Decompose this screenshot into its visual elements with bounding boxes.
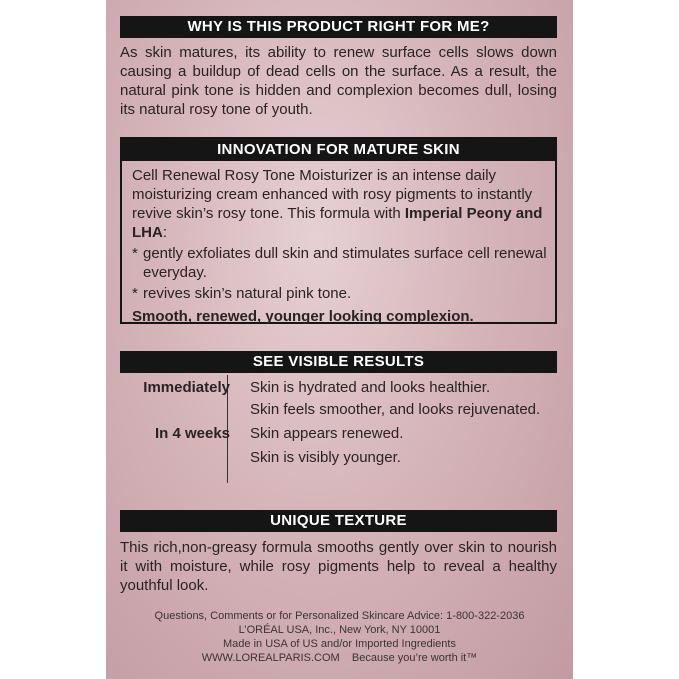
section-heading-why: WHY IS THIS PRODUCT RIGHT FOR ME? — [120, 16, 557, 38]
results-row-label: In 4 weeks — [154, 425, 230, 442]
footer-line-web — [106, 651, 573, 665]
footer-line-company: L’ORÉAL USA, Inc., New York, NY 10001 — [238, 624, 441, 636]
results-table — [120, 375, 557, 467]
footer-line-contact: Questions, Comments or for Personalized Skincare Advice: 1-800-322-2036 — [154, 610, 525, 622]
innovation-box — [120, 137, 557, 324]
results-row-item: Skin is hydrated and looks healthier. — [250, 379, 491, 396]
results-row-4-weeks-2 — [120, 449, 557, 467]
bullet-text: revives skin’s natural pink tone. — [143, 285, 352, 302]
results-row-item: Skin feels smoother, and looks rejuvenated. — [250, 401, 541, 418]
innovation-intro-text: Cell Renewal Rosy Tone Moisturizer is an intense daily moisturizing cream enhanced with rosy pigments to instantly revive skin’s rosy tone. This formula with — [132, 167, 533, 222]
section-heading-innovation: INNOVATION FOR MATURE SKIN — [122, 139, 555, 161]
innovation-content — [132, 166, 547, 326]
results-row-4-weeks — [120, 425, 557, 443]
bullet-mark: * — [132, 245, 138, 262]
innovation-tagline: Smooth, renewed, younger looking complexion. — [132, 308, 474, 325]
product-info-panel — [106, 0, 573, 679]
results-row-immediately — [120, 379, 557, 397]
bullet-exfoliates — [132, 244, 547, 282]
section-heading-texture: UNIQUE TEXTURE — [120, 510, 557, 532]
section-heading-results: SEE VISIBLE RESULTS — [120, 351, 557, 373]
results-row-item: Skin appears renewed. — [250, 425, 404, 442]
results-row-immediately-2 — [120, 401, 557, 419]
footer-slogan: Because you’re worth it™ — [351, 652, 478, 664]
footer-website: WWW.LOREALPARIS.COM — [201, 652, 340, 664]
why-paragraph: As skin matures, its ability to renew surface cells slows down causing a buildup of dead cells on the surface. As a result, the natural pink tone is hidden and complexion becomes dull, losing its natural rosy tone of youth. — [120, 44, 557, 118]
innovation-ingredients: Imperial Peony and LHA — [132, 205, 543, 241]
bullet-mark: * — [132, 285, 138, 302]
innovation-colon: : — [162, 224, 167, 241]
texture-paragraph: This rich,non-greasy formula smooths gently over skin to nourish it with moisture, while rosy pigments help to reveal a healthy youthful look. — [120, 539, 557, 594]
bullet-text: gently exfoliates dull skin and stimulates surface cell renewal everyday. — [143, 245, 547, 281]
results-row-label: Immediately — [143, 379, 230, 396]
innovation-intro — [132, 166, 547, 242]
bullet-revives — [132, 284, 547, 303]
footer-line-origin: Made in USA of US and/or Imported Ingredients — [223, 638, 456, 650]
results-row-item: Skin is visibly younger. — [250, 449, 401, 466]
